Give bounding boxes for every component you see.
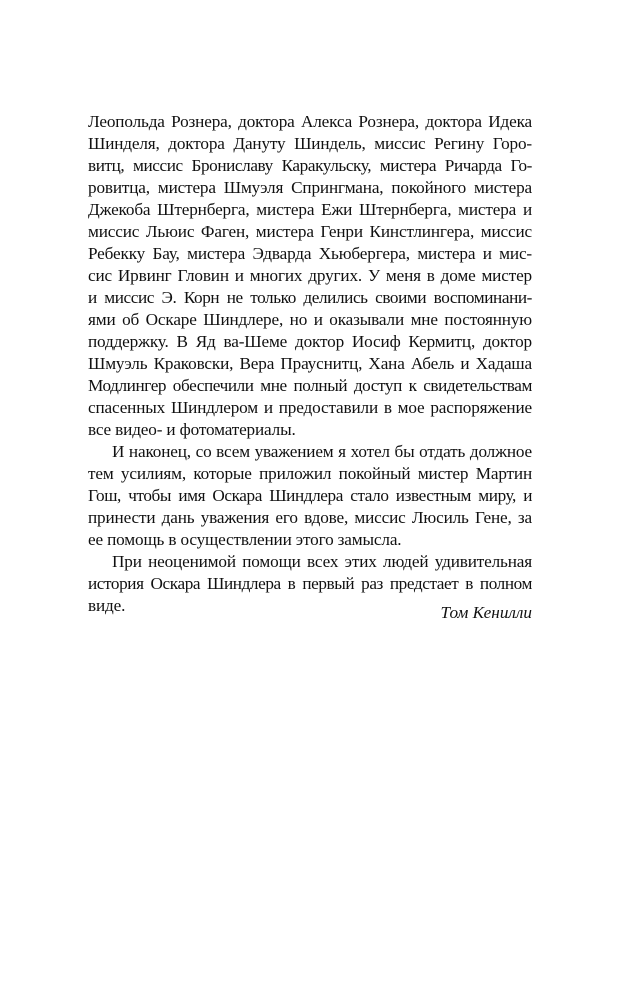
text-line: Шинделя, доктора Дануту Шиндель, миссис Регину Горо-: [88, 134, 532, 153]
text-line: Гош, чтобы имя Оскара Шиндлера стало известным миру, и: [88, 486, 532, 505]
text-line: Ребекку Бау, мистера Эдварда Хьюбергера, мистера и мис-: [88, 244, 532, 263]
text-line: И наконец, со всем уважением я хотел бы отдать должное: [112, 442, 532, 461]
text-line: ровитца, мистера Шмуэля Спрингмана, покойного мистера: [88, 178, 532, 197]
text-line: ями об Оскаре Шиндлере, но и оказывали мне постоянную: [88, 310, 532, 329]
text-line: принести дань уважения его вдове, миссис Люсиль Гене, за: [88, 508, 532, 527]
paragraph-closing-thanks: [88, 441, 532, 551]
text-line: и миссис Э. Корн не только делились своими воспоминани-: [88, 288, 532, 307]
text-line: Шмуэль Краковски, Вера Прауснитц, Хана Абель и Хадаша: [88, 354, 532, 373]
text-line: ее помощь в осуществлении этого замысла.: [88, 530, 402, 549]
paragraph-acknowledgements-list: [88, 111, 532, 441]
text-line: При неоценимой помощи всех этих людей удивительная: [112, 552, 532, 571]
body-text: [88, 111, 532, 617]
text-line: сис Ирвинг Гловин и многих других. У меня в доме мистер: [88, 266, 532, 285]
text-line: витц, миссис Брониславу Каракульску, мистера Ричарда Го-: [88, 156, 532, 175]
text-line: все видео- и фотоматериалы.: [88, 420, 296, 439]
text-line: история Оскара Шиндлера в первый раз предстает в полном: [88, 574, 532, 593]
text-line: Леопольда Рознера, доктора Алекса Рознера, доктора Идека: [88, 112, 532, 131]
text-line: спасенных Шиндлером и предоставили в мое распоряжение: [88, 398, 532, 417]
author-signature: Том Кенилли: [440, 603, 532, 622]
text-line: тем усилиям, которые приложил покойный мистер Мартин: [88, 464, 532, 483]
text-line: поддержку. В Яд ва-Шеме доктор Иосиф Кермитц, доктор: [88, 332, 532, 351]
text-line: миссис Льюис Фаген, мистера Генри Кинстлингера, миссис: [88, 222, 532, 241]
text-line: Модлингер обеспечили мне полный доступ к свидетельствам: [88, 376, 532, 395]
text-line: Джекоба Штернберга, мистера Ежи Штернберга, мистера и: [88, 200, 532, 219]
text-line: виде.: [88, 596, 126, 615]
